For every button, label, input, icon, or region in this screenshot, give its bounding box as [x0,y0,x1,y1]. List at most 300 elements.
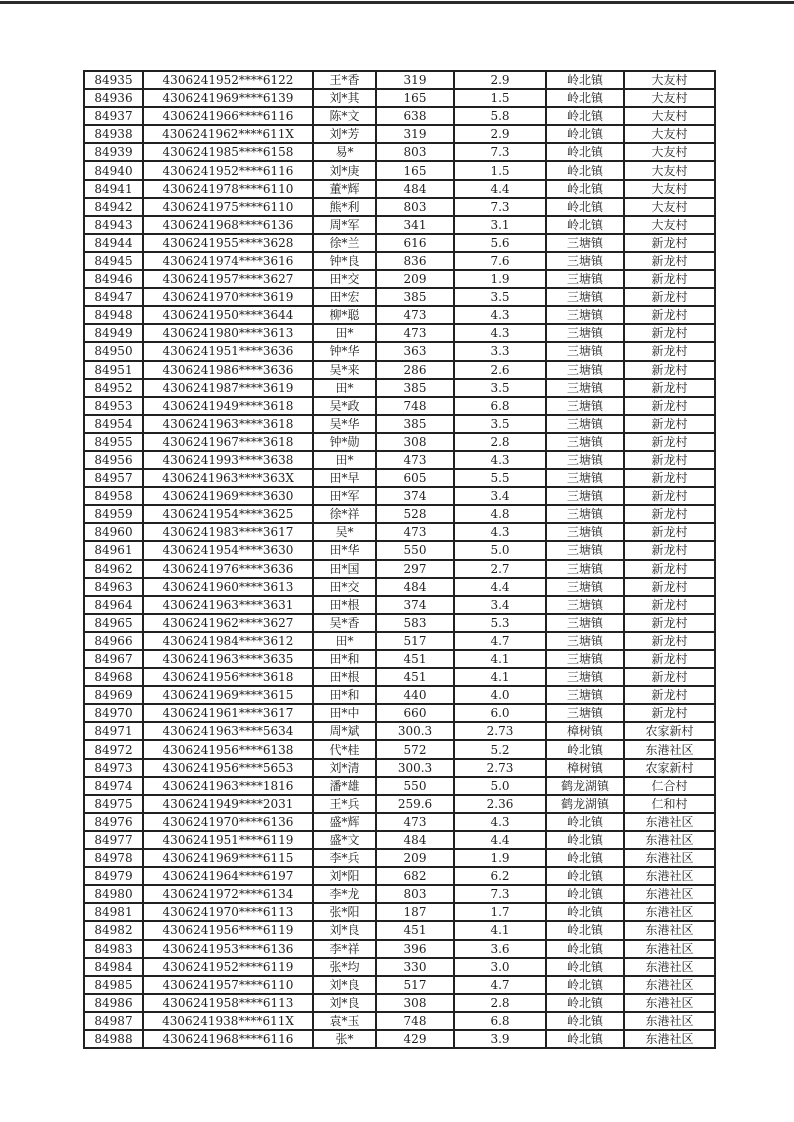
table-row [84,560,715,578]
cell-name: 吴*政 [313,397,376,415]
cell-serial-number: 84971 [84,722,143,740]
cell-rate: 3.3 [454,342,546,360]
cell-town: 樟树镇 [546,759,624,777]
cell-village: 新龙村 [624,361,715,379]
cell-name: 刘*良 [313,994,376,1012]
cell-serial-number: 84968 [84,668,143,686]
cell-id-number: 4306241984****3612 [143,632,313,650]
cell-name: 刘*芳 [313,125,376,143]
cell-village: 新龙村 [624,306,715,324]
cell-rate: 6.0 [454,704,546,722]
cell-serial-number: 84964 [84,596,143,614]
cell-amount: 396 [376,940,454,958]
cell-rate: 7.3 [454,885,546,903]
cell-id-number: 4306241956****6119 [143,921,313,939]
cell-amount: 440 [376,686,454,704]
cell-amount: 660 [376,704,454,722]
cell-amount: 308 [376,433,454,451]
cell-amount: 484 [376,180,454,198]
cell-id-number: 4306241987****3619 [143,379,313,397]
cell-name: 代*桂 [313,740,376,758]
cell-village: 新龙村 [624,632,715,650]
cell-amount: 473 [376,324,454,342]
cell-serial-number: 84962 [84,560,143,578]
cell-village: 东港社区 [624,958,715,976]
cell-village: 新龙村 [624,596,715,614]
cell-village: 东港社区 [624,1012,715,1030]
cell-rate: 2.9 [454,125,546,143]
cell-rate: 7.6 [454,252,546,270]
cell-rate: 4.4 [454,180,546,198]
cell-town: 岭北镇 [546,976,624,994]
cell-rate: 5.2 [454,740,546,758]
cell-serial-number: 84944 [84,234,143,252]
cell-town: 三塘镇 [546,523,624,541]
cell-rate: 3.5 [454,288,546,306]
cell-rate: 4.0 [454,686,546,704]
cell-village: 东港社区 [624,976,715,994]
cell-village: 新龙村 [624,288,715,306]
cell-town: 岭北镇 [546,89,624,107]
cell-serial-number: 84983 [84,940,143,958]
cell-rate: 5.6 [454,234,546,252]
cell-serial-number: 84948 [84,306,143,324]
cell-village: 东港社区 [624,885,715,903]
cell-amount: 165 [376,89,454,107]
cell-serial-number: 84976 [84,813,143,831]
cell-rate: 4.3 [454,813,546,831]
cell-town: 岭北镇 [546,107,624,125]
cell-id-number: 4306241955****3628 [143,234,313,252]
cell-name: 熊*利 [313,198,376,216]
cell-village: 新龙村 [624,614,715,632]
cell-serial-number: 84969 [84,686,143,704]
cell-serial-number: 84973 [84,759,143,777]
cell-name: 田* [313,451,376,469]
cell-amount: 319 [376,71,454,89]
cell-rate: 6.8 [454,1012,546,1030]
cell-amount: 484 [376,831,454,849]
cell-amount: 550 [376,541,454,559]
cell-rate: 7.3 [454,143,546,161]
cell-id-number: 4306241956****5653 [143,759,313,777]
cell-amount: 308 [376,994,454,1012]
cell-id-number: 4306241956****3618 [143,668,313,686]
cell-id-number: 4306241954****3630 [143,541,313,559]
cell-id-number: 4306241961****3617 [143,704,313,722]
cell-village: 农家新村 [624,759,715,777]
cell-village: 新龙村 [624,560,715,578]
cell-village: 大友村 [624,125,715,143]
cell-town: 岭北镇 [546,740,624,758]
cell-amount: 836 [376,252,454,270]
table-row [84,650,715,668]
cell-village: 新龙村 [624,668,715,686]
cell-rate: 2.73 [454,759,546,777]
cell-name: 袁*玉 [313,1012,376,1030]
table-row [84,849,715,867]
cell-village: 新龙村 [624,451,715,469]
cell-village: 新龙村 [624,523,715,541]
cell-rate: 4.7 [454,976,546,994]
cell-town: 岭北镇 [546,1012,624,1030]
benefit-table-body [84,71,715,1048]
cell-town: 鹤龙湖镇 [546,795,624,813]
table-row [84,903,715,921]
cell-village: 仁合村 [624,777,715,795]
cell-village: 新龙村 [624,379,715,397]
cell-serial-number: 84985 [84,976,143,994]
table-row [84,867,715,885]
cell-amount: 319 [376,125,454,143]
cell-id-number: 4306241978****6110 [143,180,313,198]
cell-amount: 297 [376,560,454,578]
cell-serial-number: 84959 [84,505,143,523]
cell-serial-number: 84980 [84,885,143,903]
cell-serial-number: 84988 [84,1030,143,1048]
cell-town: 岭北镇 [546,161,624,179]
cell-serial-number: 84960 [84,523,143,541]
cell-town: 三塘镇 [546,704,624,722]
cell-village: 大友村 [624,198,715,216]
cell-serial-number: 84951 [84,361,143,379]
table-row [84,433,715,451]
cell-village: 新龙村 [624,270,715,288]
cell-town: 岭北镇 [546,921,624,939]
cell-town: 三塘镇 [546,487,624,505]
cell-town: 岭北镇 [546,885,624,903]
cell-rate: 5.0 [454,777,546,795]
table-row [84,505,715,523]
table-row [84,252,715,270]
table-row [84,451,715,469]
cell-town: 三塘镇 [546,632,624,650]
cell-town: 三塘镇 [546,252,624,270]
table-row [84,161,715,179]
table-row [84,722,715,740]
cell-amount: 803 [376,198,454,216]
cell-amount: 209 [376,849,454,867]
table-row [84,143,715,161]
cell-name: 田* [313,379,376,397]
cell-village: 新龙村 [624,578,715,596]
cell-rate: 3.0 [454,958,546,976]
cell-id-number: 4306241963****3618 [143,415,313,433]
cell-name: 刘*良 [313,921,376,939]
table-row [84,324,715,342]
table-row [84,198,715,216]
table-row [84,180,715,198]
table-row [84,831,715,849]
cell-serial-number: 84966 [84,632,143,650]
cell-town: 岭北镇 [546,849,624,867]
table-row [84,921,715,939]
cell-rate: 4.1 [454,650,546,668]
cell-name: 刘*庚 [313,161,376,179]
cell-id-number: 4306241952****6122 [143,71,313,89]
table-row [84,795,715,813]
cell-rate: 4.1 [454,668,546,686]
cell-village: 大友村 [624,143,715,161]
cell-village: 东港社区 [624,813,715,831]
benefit-ledger-table [83,70,716,1049]
cell-amount: 748 [376,1012,454,1030]
cell-rate: 2.7 [454,560,546,578]
cell-town: 三塘镇 [546,306,624,324]
cell-rate: 5.5 [454,469,546,487]
cell-rate: 7.3 [454,198,546,216]
cell-village: 东港社区 [624,1030,715,1048]
cell-name: 田*中 [313,704,376,722]
cell-serial-number: 84950 [84,342,143,360]
cell-name: 张*均 [313,958,376,976]
cell-town: 岭北镇 [546,958,624,976]
cell-name: 周*军 [313,216,376,234]
cell-name: 潘*雄 [313,777,376,795]
cell-village: 东港社区 [624,940,715,958]
table-row [84,596,715,614]
table-row [84,1030,715,1048]
cell-id-number: 4306241986****3636 [143,361,313,379]
cell-name: 张*阳 [313,903,376,921]
cell-amount: 330 [376,958,454,976]
cell-id-number: 4306241951****3636 [143,342,313,360]
cell-village: 大友村 [624,216,715,234]
table-row [84,686,715,704]
cell-town: 三塘镇 [546,361,624,379]
cell-rate: 3.9 [454,1030,546,1048]
cell-rate: 3.5 [454,379,546,397]
cell-id-number: 4306241974****3616 [143,252,313,270]
cell-id-number: 4306241958****6113 [143,994,313,1012]
cell-name: 田*和 [313,650,376,668]
cell-town: 三塘镇 [546,270,624,288]
table-row [84,397,715,415]
cell-serial-number: 84942 [84,198,143,216]
cell-name: 田*早 [313,469,376,487]
cell-name: 田*军 [313,487,376,505]
cell-town: 三塘镇 [546,415,624,433]
cell-id-number: 4306241938****611X [143,1012,313,1030]
cell-serial-number: 84978 [84,849,143,867]
cell-amount: 341 [376,216,454,234]
cell-rate: 3.4 [454,596,546,614]
cell-village: 新龙村 [624,469,715,487]
cell-name: 刘*良 [313,976,376,994]
cell-name: 柳*聪 [313,306,376,324]
cell-name: 吴*华 [313,415,376,433]
table-row [84,71,715,89]
cell-serial-number: 84946 [84,270,143,288]
cell-serial-number: 84949 [84,324,143,342]
cell-rate: 2.8 [454,433,546,451]
cell-name: 盛*辉 [313,813,376,831]
cell-id-number: 4306241983****3617 [143,523,313,541]
cell-town: 三塘镇 [546,650,624,668]
cell-amount: 300.3 [376,759,454,777]
cell-id-number: 4306241980****3613 [143,324,313,342]
cell-serial-number: 84986 [84,994,143,1012]
cell-village: 农家新村 [624,722,715,740]
cell-amount: 363 [376,342,454,360]
cell-amount: 451 [376,650,454,668]
cell-amount: 517 [376,632,454,650]
cell-town: 三塘镇 [546,578,624,596]
cell-rate: 3.6 [454,940,546,958]
cell-rate: 6.2 [454,867,546,885]
cell-id-number: 4306241949****3618 [143,397,313,415]
cell-amount: 385 [376,379,454,397]
cell-name: 钟*华 [313,342,376,360]
cell-serial-number: 84955 [84,433,143,451]
cell-serial-number: 84952 [84,379,143,397]
table-row [84,940,715,958]
cell-id-number: 4306241966****6116 [143,107,313,125]
cell-serial-number: 84987 [84,1012,143,1030]
cell-id-number: 4306241963****363X [143,469,313,487]
table-row [84,234,715,252]
table-row [84,379,715,397]
cell-town: 三塘镇 [546,342,624,360]
cell-id-number: 4306241975****6110 [143,198,313,216]
cell-town: 三塘镇 [546,469,624,487]
cell-amount: 374 [376,596,454,614]
cell-id-number: 4306241985****6158 [143,143,313,161]
cell-amount: 451 [376,668,454,686]
cell-amount: 528 [376,505,454,523]
cell-village: 大友村 [624,71,715,89]
cell-rate: 3.4 [454,487,546,505]
cell-village: 新龙村 [624,342,715,360]
cell-village: 新龙村 [624,541,715,559]
cell-id-number: 4306241968****6136 [143,216,313,234]
cell-amount: 517 [376,976,454,994]
table-row [84,958,715,976]
cell-town: 岭北镇 [546,903,624,921]
cell-name: 吴*来 [313,361,376,379]
cell-id-number: 4306241970****6136 [143,813,313,831]
cell-rate: 6.8 [454,397,546,415]
cell-id-number: 4306241954****3625 [143,505,313,523]
cell-amount: 803 [376,885,454,903]
cell-serial-number: 84953 [84,397,143,415]
cell-village: 东港社区 [624,921,715,939]
cell-town: 鹤龙湖镇 [546,777,624,795]
cell-serial-number: 84954 [84,415,143,433]
cell-name: 田*交 [313,578,376,596]
cell-village: 大友村 [624,89,715,107]
cell-town: 三塘镇 [546,288,624,306]
cell-name: 周*斌 [313,722,376,740]
cell-amount: 165 [376,161,454,179]
cell-village: 东港社区 [624,849,715,867]
table-row [84,361,715,379]
cell-amount: 473 [376,451,454,469]
cell-village: 新龙村 [624,505,715,523]
cell-name: 田*根 [313,668,376,686]
cell-amount: 259.6 [376,795,454,813]
cell-amount: 550 [376,777,454,795]
cell-village: 新龙村 [624,686,715,704]
cell-id-number: 4306241952****6119 [143,958,313,976]
cell-name: 王*香 [313,71,376,89]
cell-id-number: 4306241962****3627 [143,614,313,632]
cell-village: 东港社区 [624,903,715,921]
cell-rate: 2.8 [454,994,546,1012]
table-row [84,306,715,324]
cell-town: 岭北镇 [546,831,624,849]
cell-amount: 583 [376,614,454,632]
cell-serial-number: 84938 [84,125,143,143]
cell-amount: 286 [376,361,454,379]
cell-name: 田* [313,632,376,650]
cell-town: 三塘镇 [546,686,624,704]
cell-amount: 473 [376,306,454,324]
cell-village: 新龙村 [624,397,715,415]
cell-name: 吴*香 [313,614,376,632]
cell-town: 岭北镇 [546,813,624,831]
cell-town: 岭北镇 [546,125,624,143]
cell-name: 徐*祥 [313,505,376,523]
cell-rate: 2.9 [454,71,546,89]
cell-name: 刘*其 [313,89,376,107]
cell-town: 三塘镇 [546,379,624,397]
cell-amount: 209 [376,270,454,288]
cell-town: 三塘镇 [546,234,624,252]
cell-amount: 451 [376,921,454,939]
cell-rate: 4.7 [454,632,546,650]
cell-town: 三塘镇 [546,541,624,559]
cell-id-number: 4306241951****6119 [143,831,313,849]
cell-village: 大友村 [624,180,715,198]
cell-name: 李*兵 [313,849,376,867]
cell-village: 新龙村 [624,252,715,270]
cell-rate: 4.1 [454,921,546,939]
cell-id-number: 4306241964****6197 [143,867,313,885]
table-row [84,704,715,722]
cell-id-number: 4306241976****3636 [143,560,313,578]
cell-town: 岭北镇 [546,216,624,234]
table-row [84,578,715,596]
table-row [84,976,715,994]
cell-id-number: 4306241969****3615 [143,686,313,704]
cell-id-number: 4306241963****3635 [143,650,313,668]
cell-name: 田* [313,324,376,342]
table-row [84,541,715,559]
table-row [84,288,715,306]
cell-rate: 5.3 [454,614,546,632]
cell-rate: 4.4 [454,831,546,849]
cell-serial-number: 84965 [84,614,143,632]
cell-town: 岭北镇 [546,143,624,161]
cell-rate: 3.5 [454,415,546,433]
cell-id-number: 4306241968****6116 [143,1030,313,1048]
cell-rate: 1.5 [454,161,546,179]
cell-id-number: 4306241952****6116 [143,161,313,179]
table-row [84,885,715,903]
cell-id-number: 4306241972****6134 [143,885,313,903]
table-row [84,759,715,777]
cell-amount: 605 [376,469,454,487]
cell-amount: 572 [376,740,454,758]
cell-id-number: 4306241962****611X [143,125,313,143]
cell-town: 岭北镇 [546,1030,624,1048]
cell-id-number: 4306241960****3613 [143,578,313,596]
cell-id-number: 4306241969****3630 [143,487,313,505]
cell-rate: 4.8 [454,505,546,523]
cell-town: 三塘镇 [546,668,624,686]
cell-name: 田*国 [313,560,376,578]
